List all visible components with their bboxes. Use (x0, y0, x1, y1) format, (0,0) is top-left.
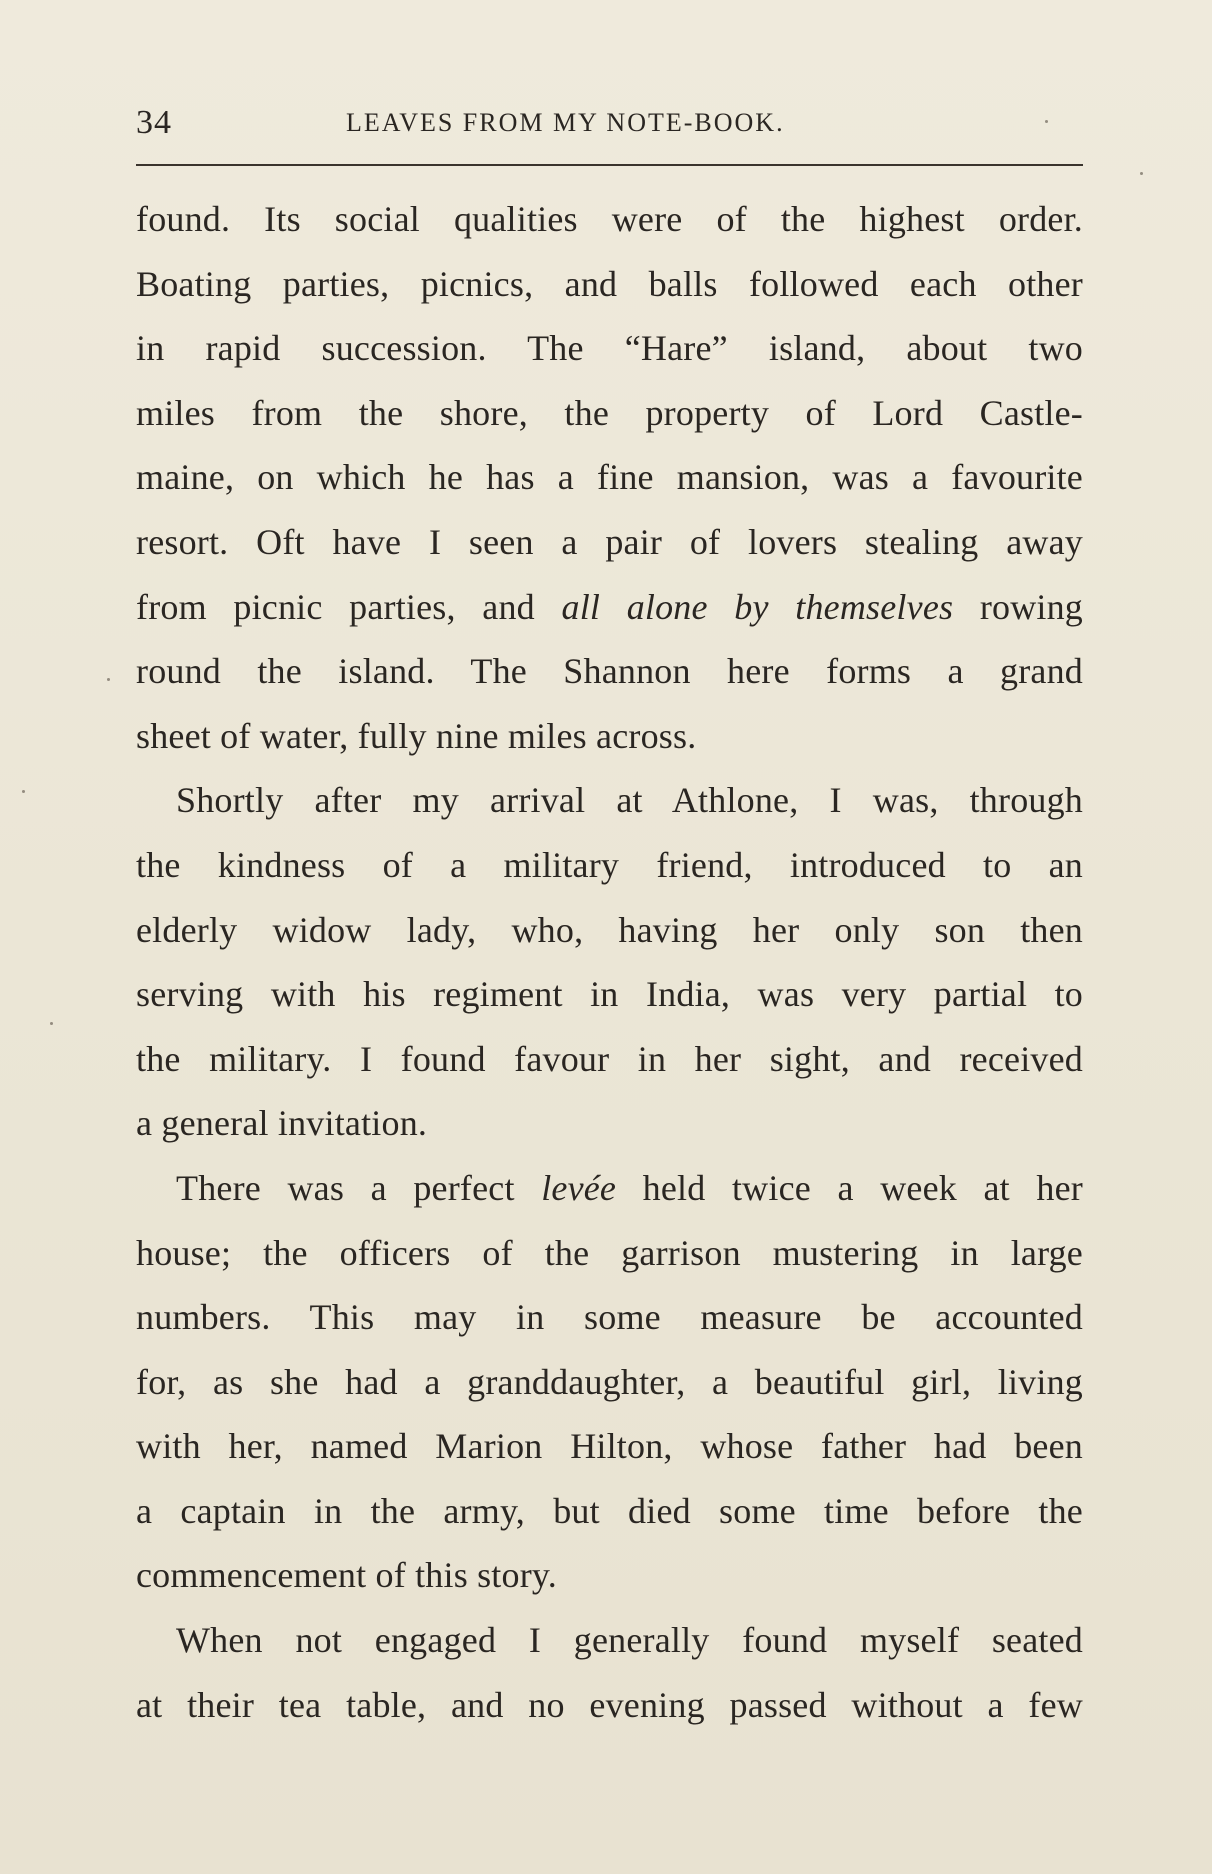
text-line: elderly widow lady, who, having her only son then (136, 909, 1083, 950)
text-line: Boating parties, picnics, and balls followed each other (136, 263, 1083, 304)
text-line: with her, named Marion Hilton, whose father had been (136, 1426, 1083, 1467)
body-text (136, 187, 1083, 1737)
running-head (136, 104, 1083, 144)
page-number: 34 (136, 104, 172, 141)
text-run: held twice a week at her (616, 1167, 1083, 1208)
paragraph-start-line: When not engaged I generally found myself seated (176, 1620, 1083, 1661)
text-line: a general invitation. (136, 1103, 428, 1144)
text-run: rowing (953, 586, 1084, 627)
italic-phrase: all alone by themselves (561, 586, 954, 627)
paragraph-start-line-with-italic (136, 1156, 1083, 1221)
text-run: from picnic parties, and (136, 586, 562, 627)
text-line: commencement of this story. (136, 1555, 557, 1596)
text-line: found. Its social qualities were of the highest order. (136, 199, 1083, 239)
paper-speck (1140, 172, 1143, 175)
text-line: house; the officers of the garrison mustering in large (136, 1232, 1083, 1273)
text-line: a captain in the army, but died some time before the (136, 1490, 1083, 1531)
text-line: numbers. This may in some measure be accounted (136, 1297, 1083, 1338)
text-line: for, as she had a granddaughter, a beautiful girl, living (136, 1361, 1083, 1402)
text-line: the kindness of a military friend, introduced to an (136, 844, 1083, 885)
text-line: serving with his regiment in India, was very partial to (136, 974, 1083, 1015)
running-title: LEAVES FROM MY NOTE-BOOK. (346, 108, 785, 137)
text-line: the military. I found favour in her sight, and received (136, 1038, 1083, 1079)
text-line: sheet of water, fully nine miles across. (136, 715, 697, 756)
paper-speck (1045, 120, 1048, 123)
italic-word: levée (541, 1167, 617, 1208)
paragraph-start-line: Shortly after my arrival at Athlone, I was, through (176, 780, 1083, 821)
text-line: in rapid succession. The “Hare” island, about two (136, 328, 1083, 369)
text-line: resort. Oft have I seen a pair of lovers stealing away (136, 521, 1083, 562)
text-line: round the island. The Shannon here forms a grand (136, 651, 1083, 692)
header-rule (136, 164, 1083, 166)
paper-speck (107, 678, 110, 681)
text-line: miles from the shore, the property of Lord Castle- (136, 392, 1083, 433)
paper-speck (50, 1022, 53, 1025)
text-run: There was a perfect (176, 1167, 542, 1208)
text-line-with-italic (136, 575, 1083, 640)
text-line: maine, on which he has a fine mansion, was a favourite (136, 457, 1083, 498)
text-line: at their tea table, and no evening passed without a few (136, 1684, 1083, 1725)
paper-speck (22, 790, 25, 793)
